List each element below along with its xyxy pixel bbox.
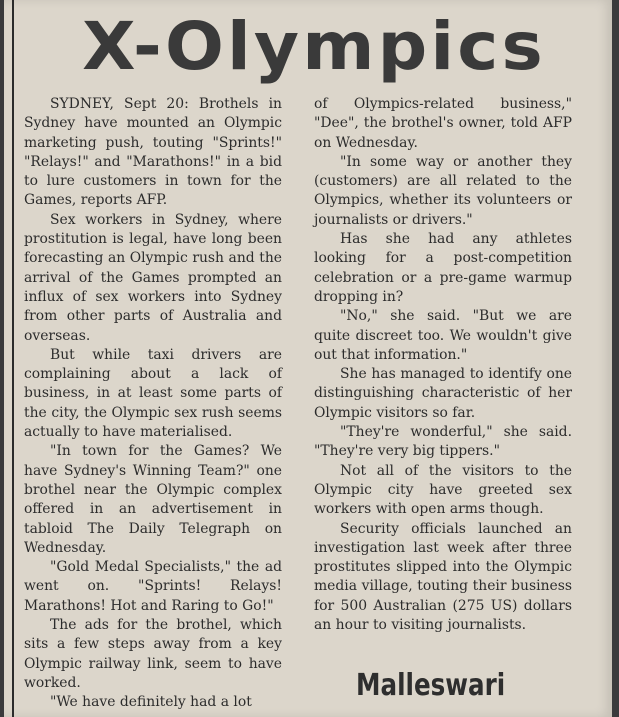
paragraph: Security officials launched an investigation last week after three prostitutes slipped into the Olympic media village, touting their business for 500 Australian (275 US) dollars an hour to visiting journalists. [314, 520, 572, 634]
paragraph: "In some way or another they (customers) are all related to the Olympics, whether its volunteers or journalists or drivers." [314, 153, 572, 228]
paragraph: The ads for the brothel, which sits a few steps away from a key Olympic railway link, seem to have worked. [24, 617, 282, 691]
column-rule [12, 0, 14, 717]
paragraph: She has managed to identify one distinguishing characteristic of her Olympic visitors so far. [314, 366, 572, 421]
paragraph: SYDNEY, Sept 20: Brothels in Sydney have mounted an Olympic marketing push, touting "Sprints!" "Relays!" and "Marathons!" in a bid to lure customers in town for the Games, reports AFP. [24, 96, 282, 209]
left-column [24, 95, 282, 713]
paragraph: "We have definitely had a lot [50, 694, 252, 711]
right-column [314, 95, 572, 635]
paragraph: "In town for the Games? We have Sydney's Winning Team?" one brothel near the Olympic complex offered in an advertisement in tabloid The Daily Telegraph on Wednesday. [24, 443, 282, 556]
paragraph: But while taxi drivers are complaining about a lack of business, in at least some parts of the city, the Olympic sex rush seems actually to have materialised. [24, 346, 282, 441]
paragraph: "No," she said. "But we are quite discreet too. We wouldn't give out that information." [314, 308, 572, 363]
paragraph: Not all of the visitors to the Olympic city have greeted sex workers with open arms though. [314, 462, 572, 518]
byline: Malleswari [356, 668, 506, 703]
newspaper-clipping [4, 0, 612, 717]
headline: X-Olympics [82, 8, 546, 85]
paragraph: Has she had any athletes looking for a post-competition celebration or a pre-game warmup dropping in? [314, 231, 572, 305]
paragraph: Sex workers in Sydney, where prostitution is legal, have long been forecasting an Olympic rush and the arrival of the Games prompted an influx of sex workers into Sydney from other parts of Australia and overseas. [24, 211, 282, 344]
paragraph: "Gold Medal Specialists," the ad went on. "Sprints! Relays! Marathons! Hot and Raring to Go!" [24, 559, 282, 614]
paragraph-continued: of Olympics-related business," "Dee", the brothel's owner, told AFP on Wednesday. [314, 96, 572, 151]
paragraph: "They're wonderful," she said. "They're very big tippers." [314, 424, 572, 460]
